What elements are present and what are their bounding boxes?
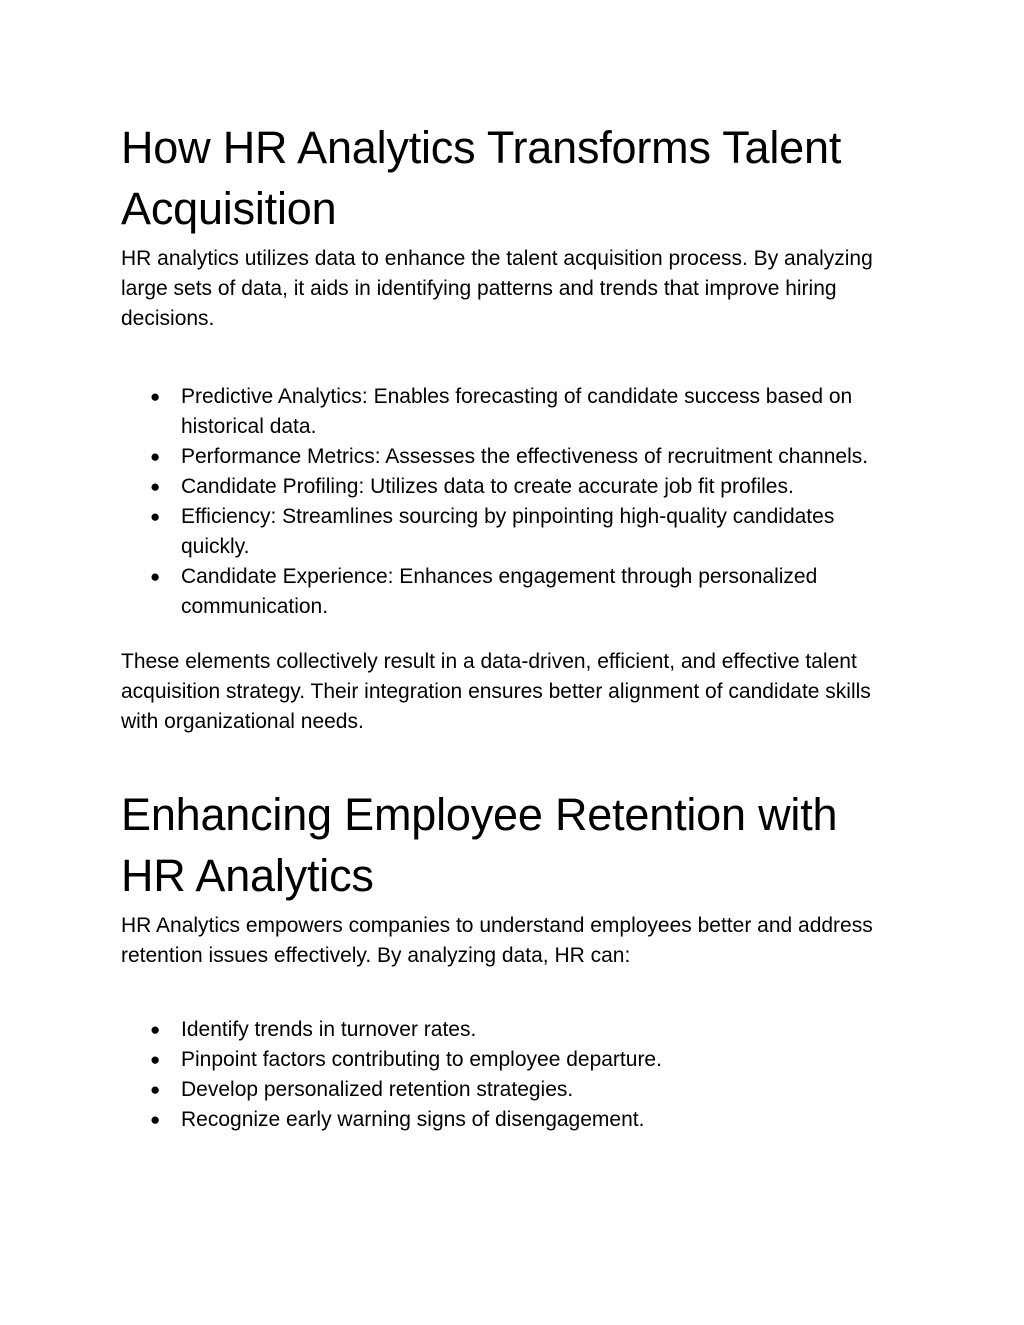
document-page [121, 0, 891, 1135]
section-intro-talent-acquisition: HR analytics utilizes data to enhance the talent acquisition process. By analyzing large sets of data, it aids in identifying patterns and trends that improve hiring decisions. [121, 247, 873, 330]
list-item: ● Pinpoint factors contributing to employee departure. [121, 1045, 891, 1075]
list-item: ● Recognize early warning signs of disengagement. [121, 1105, 891, 1135]
bullet-icon: ● [150, 567, 161, 586]
bullet-icon: ● [150, 477, 161, 496]
list-item: ● Performance Metrics: Assesses the effectiveness of recruitment channels. [121, 442, 891, 472]
bullet-icon: ● [150, 387, 161, 406]
list-item: ● Identify trends in turnover rates. [121, 1015, 891, 1045]
section-heading-employee-retention: Enhancing Employee Retention with HR Analytics [121, 789, 838, 901]
section-intro-employee-retention: HR Analytics empowers companies to understand employees better and address retention issues effectively. By analyzing data, HR can: [121, 914, 873, 967]
list-item: ● Efficiency: Streamlines sourcing by pinpointing high-quality candidates quickly. [121, 502, 891, 562]
bullet-list-talent-acquisition [121, 382, 891, 622]
bullet-icon: ● [150, 507, 161, 526]
section-outro-talent-acquisition: These elements collectively result in a data-driven, efficient, and effective talent acquisition strategy. Their integration ensures better alignment of candidate skills with organizational needs. [121, 650, 871, 733]
bullet-icon: ● [150, 1080, 161, 1099]
list-item: ● Candidate Profiling: Utilizes data to create accurate job fit profiles. [121, 472, 891, 502]
section-heading-talent-acquisition: How HR Analytics Transforms Talent Acquisition [121, 122, 842, 234]
bullet-list-employee-retention [121, 1015, 891, 1135]
bullet-icon: ● [150, 1020, 161, 1039]
list-item: ● Develop personalized retention strategies. [121, 1075, 891, 1105]
bullet-icon: ● [150, 1110, 161, 1129]
list-item: ● Predictive Analytics: Enables forecasting of candidate success based on historical data. [121, 382, 891, 442]
list-item: ● Candidate Experience: Enhances engagement through personalized communication. [121, 562, 891, 622]
bullet-icon: ● [150, 447, 161, 466]
bullet-icon: ● [150, 1050, 161, 1069]
